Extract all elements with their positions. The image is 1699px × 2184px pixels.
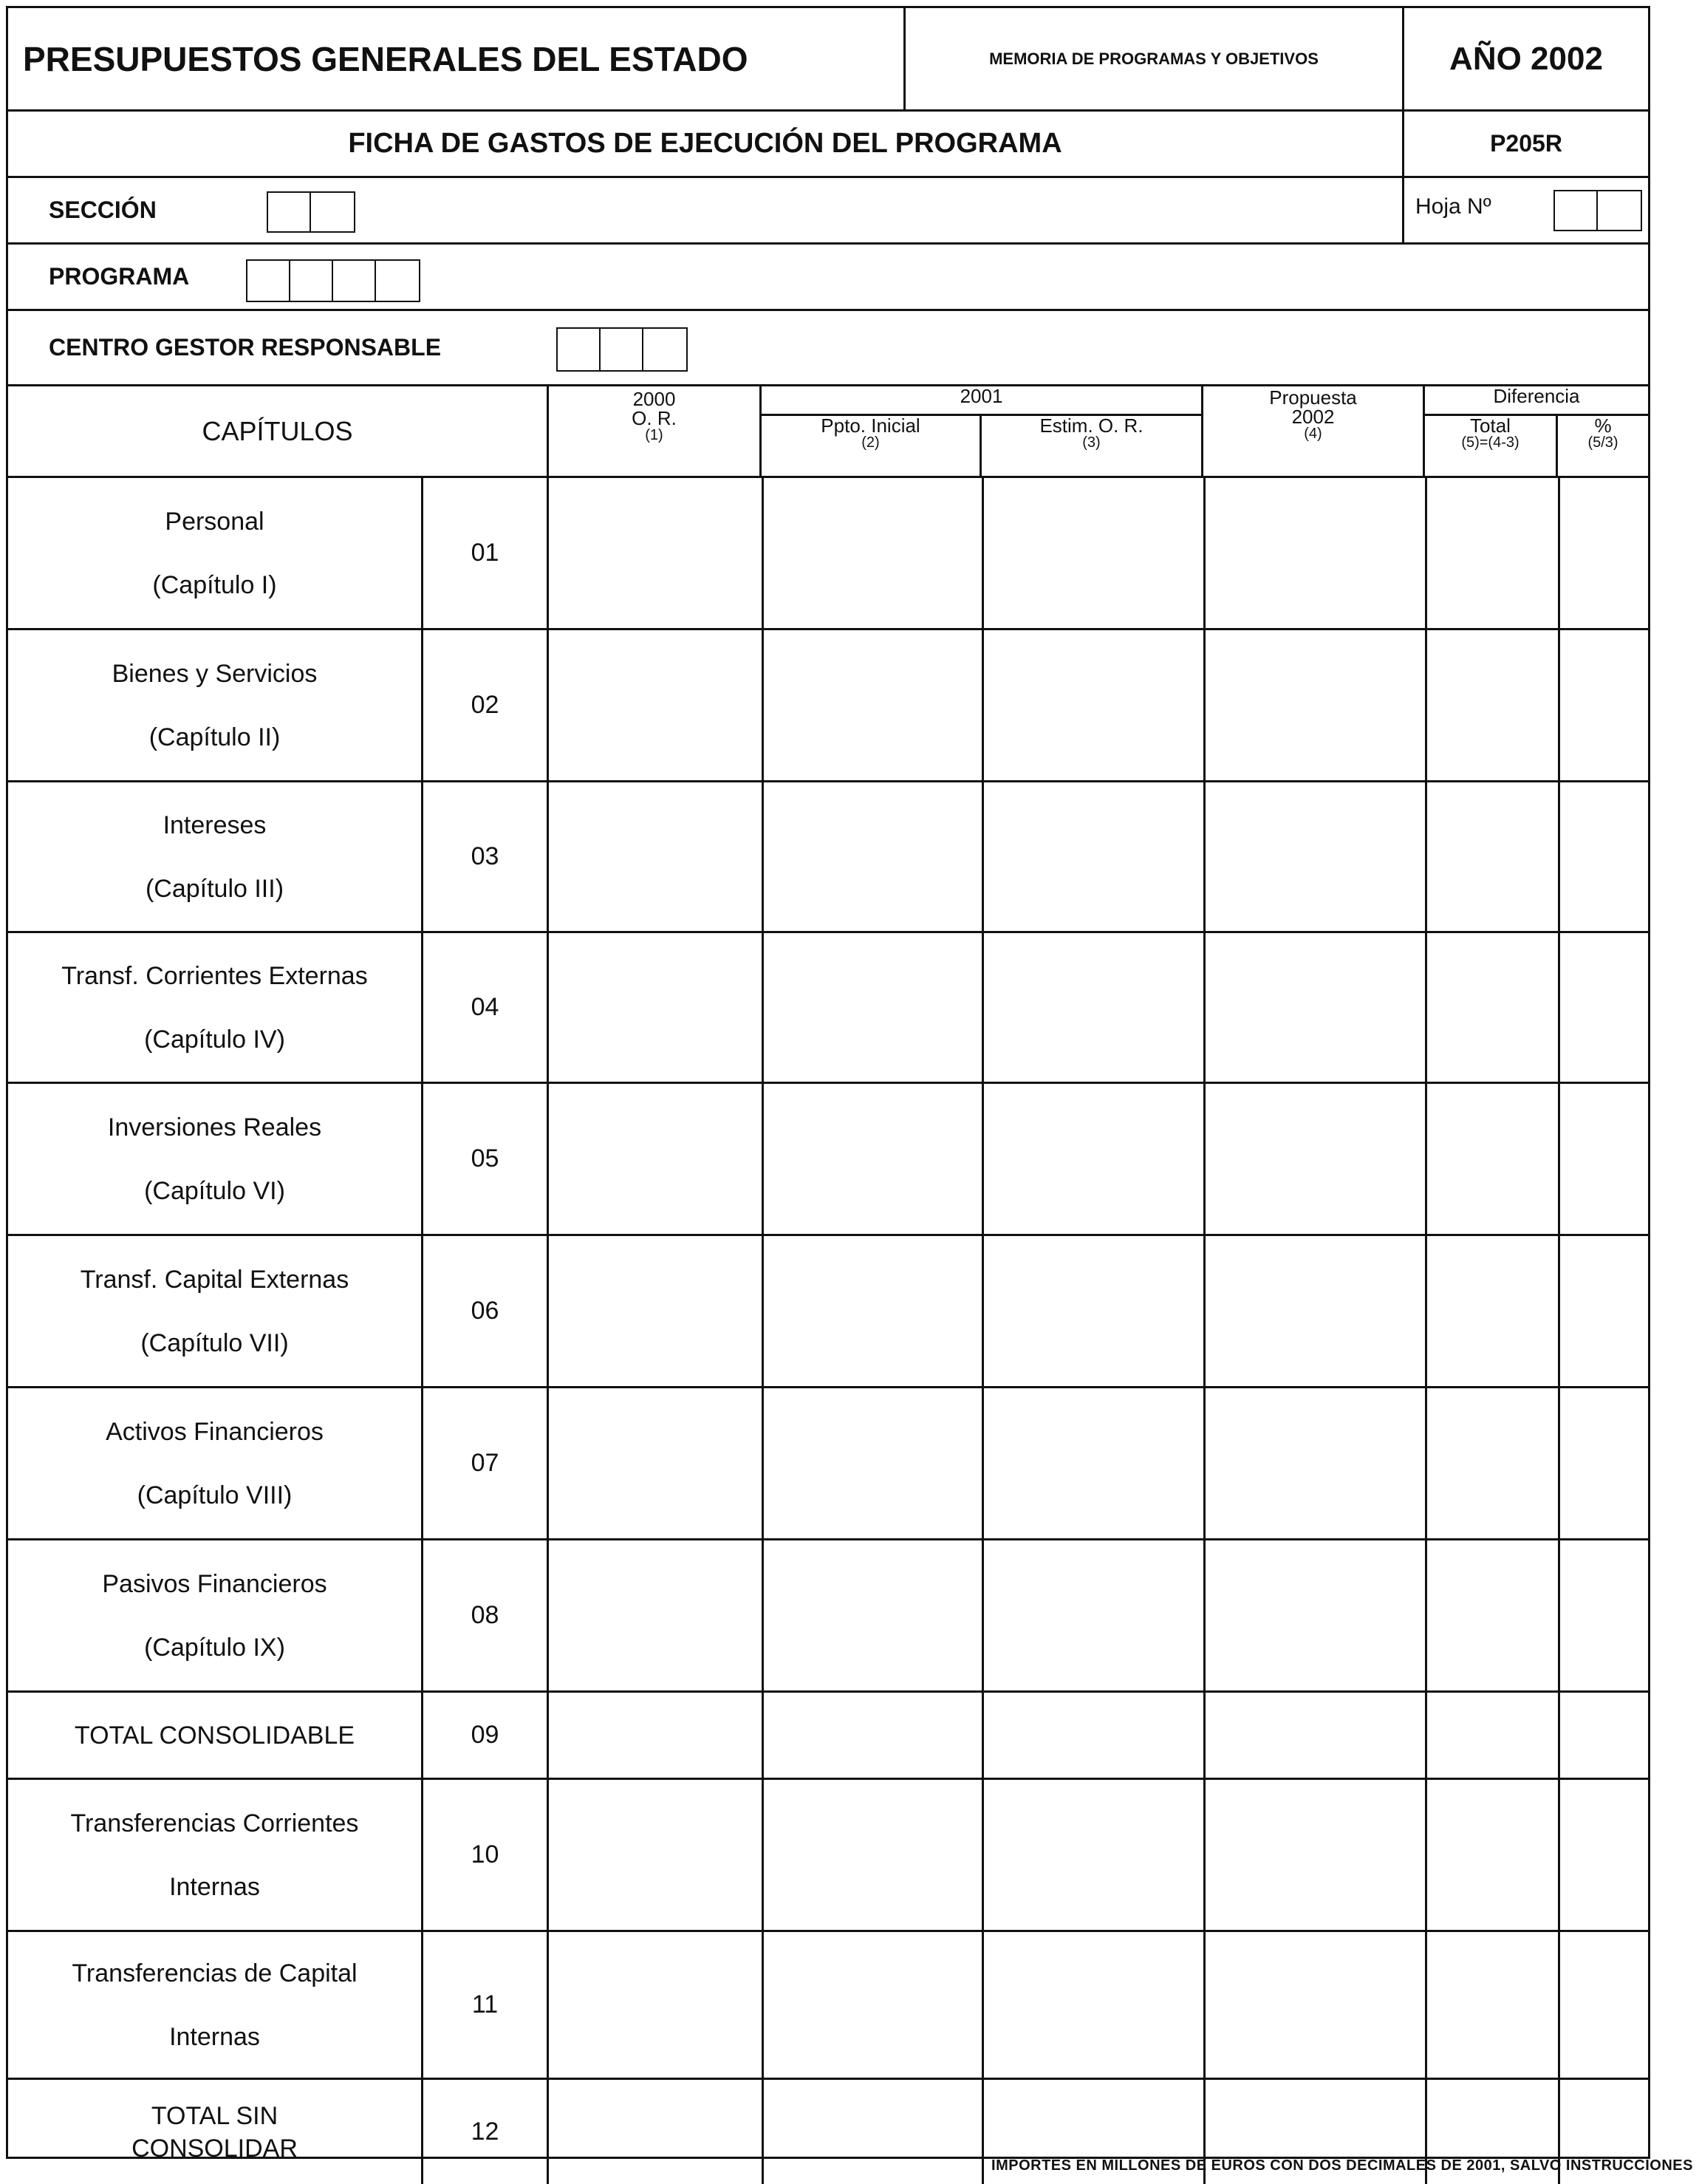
seccion-band xyxy=(8,178,1648,245)
ficha-band xyxy=(8,112,1648,178)
column-divider xyxy=(762,2080,764,2184)
row-label-line2: (Capítulo II) xyxy=(148,723,281,751)
seccion-input[interactable] xyxy=(267,191,355,233)
column-divider xyxy=(1425,1084,1427,1234)
row-label xyxy=(8,1236,423,1386)
col-capitulos: CAPÍTULOS xyxy=(8,386,549,476)
centro-band xyxy=(8,311,1648,386)
column-divider xyxy=(762,630,764,780)
col-ppto xyxy=(762,416,982,476)
row-label-line1: Transferencias de Capital xyxy=(72,1959,358,1987)
row-label-line2: (Capítulo VI) xyxy=(144,1176,285,1205)
column-divider xyxy=(1203,782,1206,931)
seccion-text: SECCIÓN xyxy=(49,197,157,223)
row-code: 06 xyxy=(423,1236,549,1386)
table-row xyxy=(8,478,1648,630)
column-divider xyxy=(1203,1236,1206,1386)
programa-band xyxy=(8,245,1648,311)
ficha-code: P205R xyxy=(1490,130,1562,157)
col-diferencia: Diferencia xyxy=(1425,386,1648,416)
column-divider xyxy=(982,933,984,1082)
column-divider xyxy=(1425,1780,1427,1930)
header-band xyxy=(8,8,1648,112)
table-row xyxy=(8,1780,1648,1932)
row-label-line2: (Capítulo VII) xyxy=(140,1328,289,1357)
row-label xyxy=(8,1693,423,1778)
col-ppto-label: Ppto. Inicial xyxy=(821,414,920,437)
col-total-label: Total xyxy=(1470,414,1511,437)
row-label-line2: (Capítulo I) xyxy=(152,570,277,599)
footer-note: IMPORTES EN MILLONES DE EUROS CON DOS DECIMALES DE 2001, SALVO INSTRUCCIONES xyxy=(991,2157,1693,2174)
column-divider xyxy=(982,1236,984,1386)
column-divider xyxy=(982,630,984,780)
row-label-line2: CONSOLIDAR xyxy=(131,2134,298,2163)
row-label xyxy=(8,478,423,628)
column-divider xyxy=(762,1693,764,1778)
col-estim xyxy=(982,416,1203,476)
col-pct xyxy=(1558,416,1648,476)
row-label xyxy=(8,933,423,1082)
row-label-line1: Activos Financieros xyxy=(106,1417,324,1446)
column-divider xyxy=(1558,630,1560,780)
column-divider xyxy=(982,1084,984,1234)
row-label-line1: TOTAL SIN xyxy=(151,2101,278,2130)
row-label xyxy=(8,2080,423,2184)
table-header xyxy=(8,386,1648,478)
row-label-line2: (Capítulo VIII) xyxy=(137,1481,293,1509)
row-code: 04 xyxy=(423,933,549,1082)
column-divider xyxy=(1425,933,1427,1082)
column-divider xyxy=(1425,1540,1427,1690)
column-divider xyxy=(762,782,764,931)
row-label xyxy=(8,1780,423,1930)
column-divider xyxy=(762,1780,764,1930)
table-row xyxy=(8,1388,1648,1540)
col-2001: 2001 xyxy=(762,386,1203,416)
centro-label: CENTRO GESTOR RESPONSABLE xyxy=(49,334,442,361)
hoja-input[interactable] xyxy=(1553,190,1642,231)
row-label xyxy=(8,1540,423,1690)
table-row xyxy=(8,630,1648,782)
row-label xyxy=(8,1932,423,2078)
row-label-line2: (Capítulo IX) xyxy=(144,1633,285,1662)
row-label-line1: TOTAL CONSOLIDABLE xyxy=(74,1721,355,1750)
row-label xyxy=(8,1084,423,1234)
row-label-line1: Bienes y Servicios xyxy=(112,659,318,688)
column-divider xyxy=(1203,478,1206,628)
col-2000-year: 2000 xyxy=(632,388,676,410)
column-divider xyxy=(982,1780,984,1930)
column-divider xyxy=(982,1540,984,1690)
year-label: AÑO 2002 xyxy=(1449,40,1603,77)
column-divider xyxy=(762,1932,764,2078)
column-divider xyxy=(1425,782,1427,931)
row-label-line2: (Capítulo III) xyxy=(145,874,284,903)
column-divider xyxy=(1425,1388,1427,1538)
row-label xyxy=(8,1388,423,1538)
form-page xyxy=(6,6,1650,2163)
row-code: 07 xyxy=(423,1388,549,1538)
col-propuesta-label: Propuesta xyxy=(1269,386,1357,409)
column-divider xyxy=(1425,1236,1427,1386)
column-divider xyxy=(982,1693,984,1778)
row-label-line1: Personal xyxy=(165,507,264,536)
column-divider xyxy=(762,1540,764,1690)
column-divider xyxy=(1558,782,1560,931)
column-divider xyxy=(1425,1693,1427,1778)
column-divider xyxy=(982,1932,984,2078)
row-code: 05 xyxy=(423,1084,549,1234)
col-ppto-num: (2) xyxy=(861,434,880,451)
column-divider xyxy=(1558,1236,1560,1386)
column-divider xyxy=(1558,1084,1560,1234)
column-divider xyxy=(762,478,764,628)
col-total xyxy=(1425,416,1558,476)
table-row xyxy=(8,782,1648,933)
column-divider xyxy=(1203,1932,1206,2078)
row-label xyxy=(8,782,423,931)
col-2000-num: (1) xyxy=(645,427,663,443)
col-pct-label: % xyxy=(1594,414,1612,437)
col-total-num: (5)=(4-3) xyxy=(1461,434,1519,451)
row-label-line2: (Capítulo IV) xyxy=(144,1025,285,1054)
column-divider xyxy=(982,1388,984,1538)
row-label-line1: Transf. Capital Externas xyxy=(80,1265,349,1294)
column-divider xyxy=(762,1388,764,1538)
col-estim-num: (3) xyxy=(1082,434,1101,451)
col-2000-or: O. R. xyxy=(632,407,677,429)
centro-input[interactable] xyxy=(556,327,688,372)
column-divider xyxy=(762,1084,764,1234)
column-divider xyxy=(1203,1693,1206,1778)
column-divider xyxy=(982,782,984,931)
row-label-line2: Internas xyxy=(169,2022,260,2051)
row-label-line1: Transf. Corrientes Externas xyxy=(61,961,368,990)
table-row xyxy=(8,1693,1648,1780)
row-code: 08 xyxy=(423,1540,549,1690)
row-label-line1: Pasivos Financieros xyxy=(102,1569,327,1598)
table-row xyxy=(8,1084,1648,1236)
column-divider xyxy=(1425,630,1427,780)
table-row xyxy=(8,1236,1648,1388)
row-label-line1: Transferencias Corrientes xyxy=(70,1809,359,1837)
column-divider xyxy=(1558,1780,1560,1930)
seccion-label xyxy=(8,178,1404,242)
column-divider xyxy=(1203,630,1206,780)
column-divider xyxy=(1425,478,1427,628)
hoja-label: Hoja Nº xyxy=(1415,194,1491,219)
ficha-title: FICHA DE GASTOS DE EJECUCIÓN DEL PROGRAMA xyxy=(8,112,1404,176)
row-code: 03 xyxy=(423,782,549,931)
column-divider xyxy=(762,933,764,1082)
form-title: PRESUPUESTOS GENERALES DEL ESTADO xyxy=(8,8,906,109)
column-divider xyxy=(1203,1084,1206,1234)
row-code: 11 xyxy=(423,1932,549,2078)
column-divider xyxy=(1203,1540,1206,1690)
expense-table xyxy=(8,385,1648,2163)
column-divider xyxy=(1558,1388,1560,1538)
column-divider xyxy=(1558,1540,1560,1690)
column-divider xyxy=(1558,478,1560,628)
row-code: 02 xyxy=(423,630,549,780)
col-pct-num: (5/3) xyxy=(1587,434,1618,451)
row-code: 12 xyxy=(423,2080,549,2184)
row-code: 09 xyxy=(423,1693,549,1778)
col-propuesta xyxy=(1203,386,1425,476)
column-divider xyxy=(1558,1932,1560,2078)
column-divider xyxy=(1558,933,1560,1082)
table-row xyxy=(8,1540,1648,1693)
programa-input[interactable] xyxy=(246,259,420,302)
column-divider xyxy=(1203,1780,1206,1930)
column-divider xyxy=(982,478,984,628)
column-divider xyxy=(1425,1932,1427,2078)
row-code: 10 xyxy=(423,1780,549,1930)
column-divider xyxy=(762,1236,764,1386)
column-divider xyxy=(1203,933,1206,1082)
row-label-line1: Intereses xyxy=(163,811,267,839)
row-label-line2: Internas xyxy=(169,1872,260,1901)
col-propuesta-year: 2002 xyxy=(1291,406,1335,428)
column-divider xyxy=(1558,1693,1560,1778)
col-2000 xyxy=(549,386,762,476)
column-divider xyxy=(982,2080,984,2184)
table-row xyxy=(8,933,1648,1084)
col-propuesta-num: (4) xyxy=(1304,426,1322,442)
row-code: 01 xyxy=(423,478,549,628)
col-estim-label: Estim. O. R. xyxy=(1039,414,1144,437)
table-row xyxy=(8,1932,1648,2080)
memoria-label: MEMORIA DE PROGRAMAS Y OBJETIVOS xyxy=(906,8,1404,109)
column-divider xyxy=(1203,1388,1206,1538)
row-label xyxy=(8,630,423,780)
row-label-line1: Inversiones Reales xyxy=(107,1113,322,1142)
programa-label: PROGRAMA xyxy=(49,263,190,290)
